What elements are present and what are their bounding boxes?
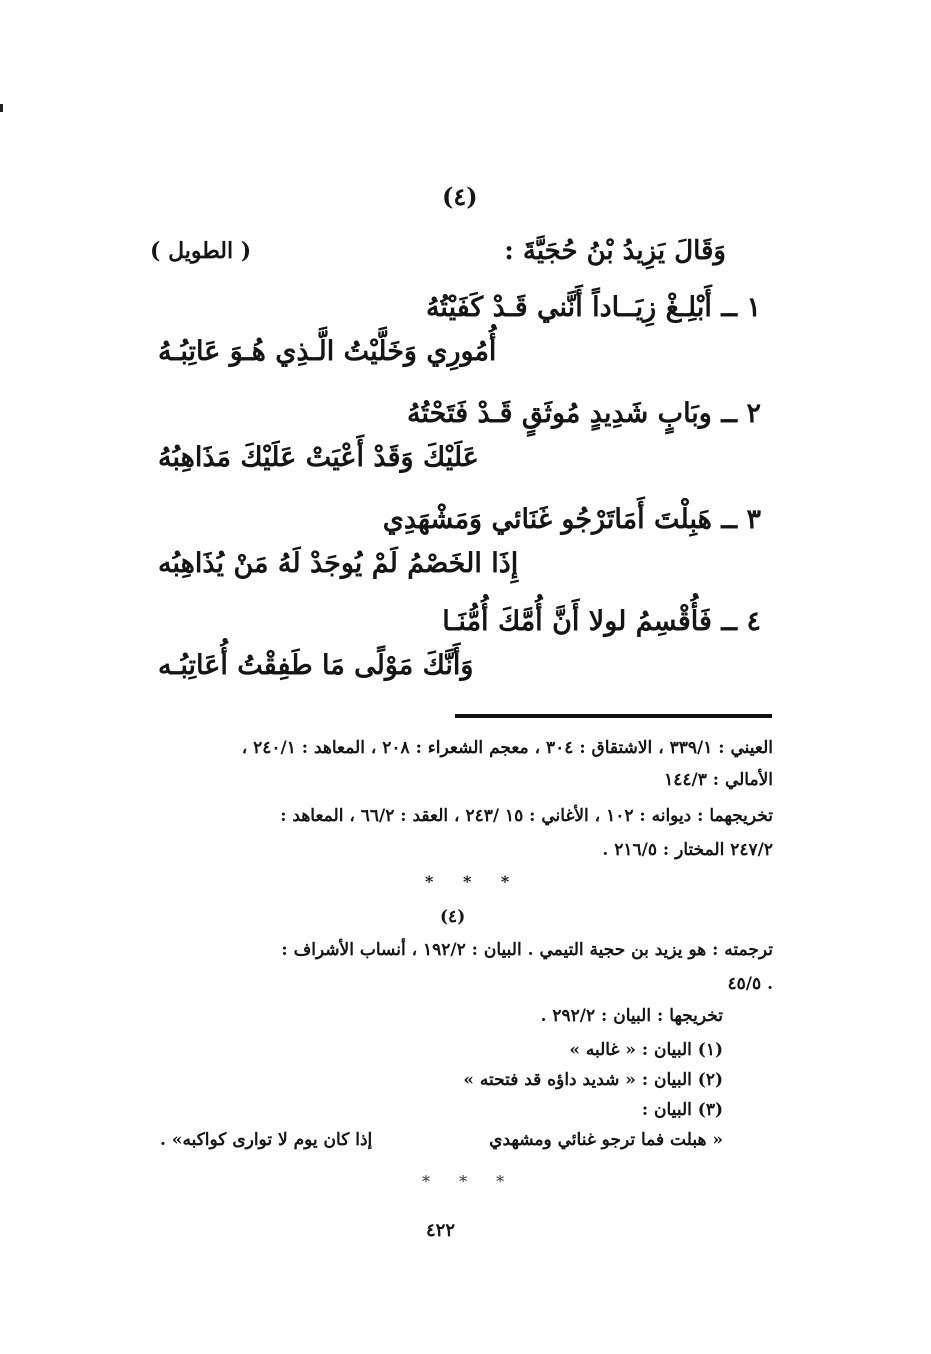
poem-heading: وَقَالَ يَزِيدُ بْنُ حُجَيَّةَ : — [504, 236, 726, 266]
note-takhrij-line-2: ٢٤٧/٢ المختار : ٢١٦/٥ . — [602, 840, 773, 860]
end-divider-stars: * * * — [422, 1172, 517, 1191]
verse-1-first-hemistich: ١ ــ أَبْلِـغْ زِيَــاداً أَنَّني قَـدْ كَفَيْتُهُ — [425, 292, 761, 323]
notes-section-number: (٤) — [440, 907, 466, 927]
note-takhrij-verse: تخريجها : البيان : ٢٩٢/٢ . — [540, 1006, 723, 1026]
verse-1-second-hemistich: أُمُورِي وَخَلَّيْتُ الَّـذِي هُـوَ عَاتِبُـهُ — [158, 336, 497, 367]
note-biography-line-2: ٤٥/٥ . — [727, 974, 773, 994]
verse-4-first-hemistich: ٤ ــ فَأُقْسِمُ لولا أَنَّ أُمَّكَ أُمُّنَـا — [442, 606, 761, 637]
note-sources-line-2: الأمالي : ١٤٤/٣ — [664, 770, 773, 790]
verse-3-first-hemistich: ٣ ــ هَبِلْتَ أَمَاتَرْجُو غَنَائي وَمَشْهَدِي — [382, 504, 761, 535]
verse-3-second-hemistich: إِذَا الخَصْمُ لَمْ يُوجَدْ لَهُ مَنْ يُذَاهِبُه — [158, 548, 519, 579]
poem-meter: ( الطويل ) — [150, 238, 252, 264]
note-variant-2: (٢) البيان : « شديد داؤه قد فتحته » — [463, 1070, 723, 1090]
poem-number: (٤) — [442, 182, 478, 211]
section-divider-stars: * * * — [425, 872, 522, 891]
verse-4-second-hemistich: وَأَنَّكَ مَوْلًى مَا طَفِقْتُ أُعَاتِبُـه — [158, 650, 474, 681]
note-variant-3: (٣) البيان : — [641, 1100, 723, 1120]
note-takhrij-line-1: تخريجهما : ديوانه : ١٠٢ ، الأغاني : ١٥ /٢٤٣ ، العقد : ٦٦/٢ ، المعاهد : — [280, 806, 773, 826]
note-variant-1: (١) البيان : « غالبه » — [569, 1040, 723, 1060]
note-biography-line-1: ترجمته : هو يزيد بن حجية التيمي . البيان : ١٩٢/٢ ، أنساب الأشراف : — [281, 940, 773, 960]
scan-mark — [0, 104, 3, 112]
verse-2-second-hemistich: عَلَيْكَ وَقَدْ أَعْيَتْ عَلَيْكَ مَذَاهِبُهُ — [158, 442, 479, 473]
note-variant-3-verse-first: « هبلت فما ترجو غنائي ومشهدي — [489, 1130, 723, 1150]
footnote-separator — [455, 714, 772, 718]
verse-2-first-hemistich: ٢ ــ وبَابٍ شَدِيدٍ مُوثَقٍ قَـدْ فَتَحْتُهُ — [407, 398, 761, 429]
note-sources-line-1: العيني : ٣٣٩/١ ، الاشتقاق : ٣٠٤ ، معجم الشعراء : ٢٠٨ ، المعاهد : ٢٤٠/١ ، — [241, 738, 773, 758]
note-variant-3-verse-second: إذا كان يوم لا توارى كواكبه» . — [160, 1130, 373, 1150]
page-number: ٤٢٢ — [426, 1220, 456, 1241]
